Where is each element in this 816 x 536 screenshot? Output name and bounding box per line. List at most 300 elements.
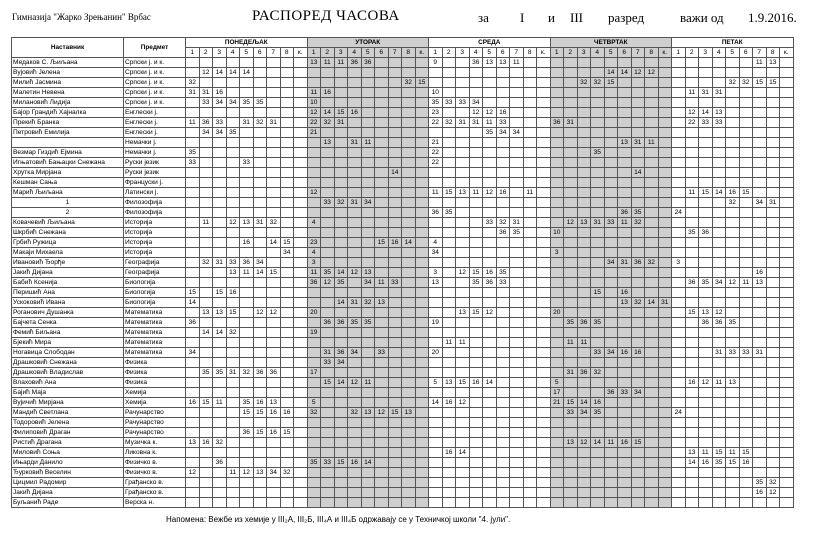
schedule-cell bbox=[334, 478, 348, 488]
schedule-cell bbox=[483, 408, 497, 418]
schedule-cell bbox=[402, 88, 416, 98]
schedule-cell: 15 bbox=[253, 408, 267, 418]
schedule-cell bbox=[631, 188, 645, 198]
schedule-cell bbox=[523, 108, 537, 118]
schedule-cell bbox=[591, 418, 605, 428]
schedule-cell: 34 bbox=[186, 348, 200, 358]
schedule-cell bbox=[537, 228, 551, 238]
schedule-cell bbox=[604, 468, 618, 478]
schedule-cell: 35 bbox=[564, 318, 578, 328]
schedule-cell bbox=[672, 498, 686, 508]
schedule-cell bbox=[672, 268, 686, 278]
schedule-cell bbox=[672, 438, 686, 448]
schedule-cell bbox=[213, 78, 227, 88]
schedule-cell bbox=[604, 88, 618, 98]
schedule-cell bbox=[645, 358, 659, 368]
schedule-cell: 4 bbox=[429, 238, 443, 248]
schedule-cell bbox=[348, 148, 362, 158]
schedule-cell bbox=[321, 338, 335, 348]
schedule-cell bbox=[523, 268, 537, 278]
schedule-cell: 13 bbox=[253, 468, 267, 478]
schedule-cell: 35 bbox=[240, 98, 254, 108]
schedule-cell bbox=[280, 298, 294, 308]
schedule-cell bbox=[483, 68, 497, 78]
schedule-cell bbox=[388, 348, 402, 358]
schedule-cell bbox=[618, 168, 632, 178]
schedule-cell bbox=[550, 438, 564, 448]
schedule-cell bbox=[280, 58, 294, 68]
subject-name: Немачки ј. bbox=[124, 138, 186, 148]
schedule-cell bbox=[388, 258, 402, 268]
schedule-cell bbox=[483, 178, 497, 188]
schedule-cell: 12 bbox=[240, 468, 254, 478]
schedule-cell bbox=[523, 138, 537, 148]
schedule-cell: 36 bbox=[240, 428, 254, 438]
schedule-cell bbox=[402, 318, 416, 328]
schedule-cell bbox=[712, 78, 726, 88]
schedule-cell bbox=[307, 388, 321, 398]
schedule-cell bbox=[321, 438, 335, 448]
schedule-cell: 32 bbox=[240, 368, 254, 378]
subject-name: Физика bbox=[124, 368, 186, 378]
schedule-cell bbox=[388, 458, 402, 468]
schedule-cell bbox=[510, 188, 524, 198]
schedule-cell bbox=[429, 458, 443, 468]
teacher-name: Хрутка Мирјана bbox=[12, 168, 124, 178]
schedule-cell bbox=[253, 338, 267, 348]
schedule-cell bbox=[726, 208, 740, 218]
schedule-cell bbox=[321, 228, 335, 238]
schedule-cell bbox=[361, 258, 375, 268]
schedule-cell bbox=[712, 258, 726, 268]
schedule-cell bbox=[415, 218, 429, 228]
schedule-cell bbox=[672, 288, 686, 298]
schedule-cell bbox=[415, 98, 429, 108]
schedule-cell: 36 bbox=[618, 208, 632, 218]
schedule-cell bbox=[361, 368, 375, 378]
schedule-cell bbox=[739, 318, 753, 328]
schedule-cell bbox=[672, 158, 686, 168]
schedule-cell bbox=[699, 128, 713, 138]
schedule-cell: 32 bbox=[631, 298, 645, 308]
schedule-cell bbox=[226, 298, 240, 308]
teacher-name: Вујичић Мирјана bbox=[12, 398, 124, 408]
schedule-cell bbox=[591, 428, 605, 438]
schedule-cell bbox=[402, 108, 416, 118]
schedule-cell bbox=[672, 448, 686, 458]
teacher-name: Макаји Михаела bbox=[12, 248, 124, 258]
schedule-cell bbox=[456, 368, 470, 378]
schedule-cell bbox=[658, 128, 672, 138]
schedule-cell bbox=[523, 398, 537, 408]
schedule-cell bbox=[699, 68, 713, 78]
schedule-cell bbox=[591, 128, 605, 138]
schedule-cell bbox=[213, 448, 227, 458]
schedule-cell: 36 bbox=[334, 348, 348, 358]
schedule-cell bbox=[429, 418, 443, 428]
schedule-cell bbox=[753, 158, 767, 168]
schedule-cell bbox=[267, 138, 281, 148]
period-header: 5 bbox=[726, 48, 740, 58]
schedule-cell bbox=[388, 138, 402, 148]
schedule-cell bbox=[550, 298, 564, 308]
schedule-cell bbox=[564, 448, 578, 458]
schedule-cell bbox=[726, 308, 740, 318]
schedule-cell bbox=[307, 418, 321, 428]
schedule-cell bbox=[712, 498, 726, 508]
table-row bbox=[12, 278, 794, 288]
schedule-cell: 11 bbox=[753, 58, 767, 68]
schedule-cell bbox=[307, 78, 321, 88]
schedule-cell: 31 bbox=[348, 198, 362, 208]
schedule-cell bbox=[213, 408, 227, 418]
table-row bbox=[12, 138, 794, 148]
schedule-cell bbox=[294, 408, 308, 418]
schedule-cell bbox=[375, 208, 389, 218]
schedule-cell: 36 bbox=[685, 278, 699, 288]
schedule-cell bbox=[415, 458, 429, 468]
schedule-cell bbox=[442, 268, 456, 278]
schedule-cell bbox=[753, 98, 767, 108]
schedule-cell bbox=[591, 258, 605, 268]
schedule-cell bbox=[685, 488, 699, 498]
schedule-cell bbox=[402, 328, 416, 338]
schedule-cell bbox=[456, 108, 470, 118]
schedule-cell bbox=[213, 248, 227, 258]
schedule-cell: 11 bbox=[334, 58, 348, 68]
schedule-cell bbox=[280, 158, 294, 168]
schedule-cell bbox=[496, 78, 510, 88]
schedule-cell: 33 bbox=[321, 198, 335, 208]
schedule-cell bbox=[645, 78, 659, 88]
schedule-cell bbox=[294, 118, 308, 128]
schedule-cell bbox=[537, 478, 551, 488]
schedule-cell: 14 bbox=[334, 298, 348, 308]
period-header: 6 bbox=[496, 48, 510, 58]
schedule-cell bbox=[429, 438, 443, 448]
teacher-name: Бјекић Мира bbox=[12, 338, 124, 348]
schedule-cell bbox=[186, 168, 200, 178]
schedule-cell bbox=[294, 258, 308, 268]
schedule-cell: 34 bbox=[348, 348, 362, 358]
schedule-cell: 15 bbox=[280, 238, 294, 248]
subject-name: Физичко в. bbox=[124, 468, 186, 478]
schedule-cell bbox=[213, 348, 227, 358]
schedule-cell bbox=[321, 218, 335, 228]
teacher-name: Тодоровић Јелена bbox=[12, 418, 124, 428]
schedule-cell bbox=[631, 158, 645, 168]
schedule-cell bbox=[658, 368, 672, 378]
schedule-cell bbox=[685, 368, 699, 378]
schedule-cell bbox=[415, 168, 429, 178]
schedule-cell bbox=[618, 78, 632, 88]
schedule-cell: 13 bbox=[402, 408, 416, 418]
schedule-cell bbox=[240, 58, 254, 68]
schedule-cell bbox=[280, 198, 294, 208]
schedule-cell bbox=[483, 398, 497, 408]
schedule-cell bbox=[402, 258, 416, 268]
schedule-cell bbox=[766, 178, 780, 188]
schedule-cell bbox=[537, 118, 551, 128]
schedule-cell bbox=[739, 408, 753, 418]
schedule-cell bbox=[510, 268, 524, 278]
schedule-cell bbox=[280, 68, 294, 78]
schedule-cell bbox=[645, 268, 659, 278]
schedule-cell bbox=[388, 208, 402, 218]
schedule-cell: 35 bbox=[429, 98, 443, 108]
schedule-cell bbox=[739, 88, 753, 98]
schedule-cell bbox=[739, 398, 753, 408]
schedule-cell: 15 bbox=[739, 448, 753, 458]
schedule-cell bbox=[604, 358, 618, 368]
schedule-cell: 11 bbox=[685, 188, 699, 198]
schedule-cell bbox=[631, 358, 645, 368]
schedule-cell bbox=[699, 148, 713, 158]
schedule-cell bbox=[442, 408, 456, 418]
schedule-cell: 11 bbox=[712, 378, 726, 388]
schedule-cell bbox=[375, 118, 389, 128]
schedule-cell: 12 bbox=[456, 268, 470, 278]
table-row bbox=[12, 168, 794, 178]
schedule-cell bbox=[753, 368, 767, 378]
schedule-cell: 36 bbox=[483, 278, 497, 288]
schedule-cell bbox=[753, 408, 767, 418]
schedule-cell: 33 bbox=[240, 158, 254, 168]
schedule-cell bbox=[564, 278, 578, 288]
schedule-cell bbox=[672, 238, 686, 248]
schedule-cell bbox=[213, 188, 227, 198]
schedule-cell bbox=[591, 378, 605, 388]
schedule-cell bbox=[523, 198, 537, 208]
schedule-cell bbox=[483, 348, 497, 358]
schedule-cell bbox=[537, 498, 551, 508]
schedule-cell bbox=[402, 278, 416, 288]
table-row bbox=[12, 408, 794, 418]
schedule-cell bbox=[496, 408, 510, 418]
schedule-cell: 14 bbox=[712, 188, 726, 198]
schedule-cell bbox=[186, 328, 200, 338]
schedule-cell bbox=[726, 218, 740, 228]
schedule-cell bbox=[766, 208, 780, 218]
schedule-cell bbox=[199, 498, 213, 508]
schedule-cell bbox=[469, 208, 483, 218]
period-header: 8 bbox=[766, 48, 780, 58]
schedule-cell bbox=[510, 448, 524, 458]
schedule-cell bbox=[388, 378, 402, 388]
schedule-cell bbox=[402, 148, 416, 158]
schedule-cell bbox=[766, 298, 780, 308]
table-row bbox=[12, 328, 794, 338]
schedule-cell bbox=[618, 378, 632, 388]
schedule-cell: 35 bbox=[442, 208, 456, 218]
schedule-cell bbox=[186, 178, 200, 188]
schedule-cell bbox=[442, 128, 456, 138]
schedule-cell: 36 bbox=[267, 368, 281, 378]
schedule-cell bbox=[496, 248, 510, 258]
schedule-cell bbox=[564, 348, 578, 358]
schedule-cell: 31 bbox=[253, 218, 267, 228]
schedule-cell bbox=[685, 158, 699, 168]
schedule-cell bbox=[766, 118, 780, 128]
schedule-cell bbox=[415, 108, 429, 118]
schedule-cell: 36 bbox=[307, 278, 321, 288]
schedule-cell bbox=[672, 278, 686, 288]
schedule-cell: 12 bbox=[253, 308, 267, 318]
schedule-cell: 12 bbox=[726, 278, 740, 288]
schedule-cell bbox=[523, 448, 537, 458]
schedule-cell: 32 bbox=[645, 258, 659, 268]
schedule-cell bbox=[618, 238, 632, 248]
schedule-cell bbox=[496, 368, 510, 378]
schedule-cell: 35 bbox=[591, 148, 605, 158]
schedule-cell bbox=[510, 428, 524, 438]
schedule-cell: 11 bbox=[321, 58, 335, 68]
schedule-cell: 34 bbox=[280, 248, 294, 258]
schedule-cell bbox=[645, 198, 659, 208]
schedule-cell bbox=[186, 478, 200, 488]
schedule-cell: 15 bbox=[712, 448, 726, 458]
schedule-cell bbox=[388, 468, 402, 478]
schedule-cell bbox=[294, 348, 308, 358]
schedule-cell bbox=[672, 168, 686, 178]
schedule-cell bbox=[375, 288, 389, 298]
schedule-cell: 16 bbox=[199, 438, 213, 448]
schedule-cell bbox=[537, 488, 551, 498]
schedule-cell bbox=[294, 88, 308, 98]
schedule-cell bbox=[199, 458, 213, 468]
schedule-cell bbox=[699, 478, 713, 488]
schedule-cell bbox=[334, 488, 348, 498]
schedule-cell bbox=[550, 458, 564, 468]
schedule-cell bbox=[442, 428, 456, 438]
schedule-cell: 10 bbox=[550, 228, 564, 238]
schedule-cell: 13 bbox=[766, 58, 780, 68]
schedule-cell bbox=[537, 148, 551, 158]
schedule-cell bbox=[591, 178, 605, 188]
schedule-cell bbox=[442, 348, 456, 358]
schedule-cell bbox=[199, 318, 213, 328]
schedule-cell bbox=[577, 118, 591, 128]
table-row bbox=[12, 268, 794, 278]
period-header: к. bbox=[415, 48, 429, 58]
schedule-cell bbox=[469, 338, 483, 348]
schedule-cell bbox=[280, 448, 294, 458]
schedule-cell bbox=[658, 438, 672, 448]
schedule-cell bbox=[429, 408, 443, 418]
schedule-cell bbox=[469, 368, 483, 378]
schedule-cell bbox=[780, 78, 794, 88]
schedule-cell bbox=[483, 258, 497, 268]
schedule-cell bbox=[280, 338, 294, 348]
schedule-cell bbox=[307, 338, 321, 348]
schedule-cell bbox=[280, 358, 294, 368]
schedule-cell bbox=[739, 258, 753, 268]
schedule-cell bbox=[415, 338, 429, 348]
schedule-cell bbox=[429, 168, 443, 178]
schedule-cell bbox=[550, 98, 564, 108]
subject-name: Српски ј. и к. bbox=[124, 78, 186, 88]
schedule-cell: 36 bbox=[604, 388, 618, 398]
schedule-cell: 32 bbox=[726, 78, 740, 88]
schedule-cell bbox=[780, 468, 794, 478]
teacher-name: Грбић Ружица bbox=[12, 238, 124, 248]
schedule-cell bbox=[348, 128, 362, 138]
schedule-cell bbox=[280, 178, 294, 188]
schedule-cell: 32 bbox=[591, 368, 605, 378]
schedule-cell: 35 bbox=[591, 408, 605, 418]
schedule-cell bbox=[510, 318, 524, 328]
table-row bbox=[12, 198, 794, 208]
schedule-cell bbox=[402, 138, 416, 148]
schedule-cell bbox=[699, 78, 713, 88]
column-header-subject: Предмет bbox=[124, 38, 186, 58]
schedule-cell bbox=[240, 448, 254, 458]
schedule-cell bbox=[591, 458, 605, 468]
schedule-cell bbox=[334, 248, 348, 258]
schedule-cell bbox=[186, 128, 200, 138]
schedule-cell bbox=[780, 98, 794, 108]
schedule-cell bbox=[469, 428, 483, 438]
schedule-cell bbox=[645, 88, 659, 98]
schedule-cell bbox=[753, 458, 767, 468]
teacher-name: Милановић Лидија bbox=[12, 98, 124, 108]
schedule-cell: 12 bbox=[267, 308, 281, 318]
schedule-cell bbox=[483, 78, 497, 88]
schedule-cell bbox=[213, 478, 227, 488]
schedule-cell bbox=[672, 368, 686, 378]
schedule-cell bbox=[321, 388, 335, 398]
schedule-cell bbox=[240, 108, 254, 118]
schedule-cell: 32 bbox=[280, 468, 294, 478]
schedule-cell: 33 bbox=[321, 458, 335, 468]
schedule-cell bbox=[766, 428, 780, 438]
schedule-cell bbox=[766, 238, 780, 248]
schedule-cell bbox=[442, 438, 456, 448]
schedule-cell bbox=[267, 478, 281, 488]
schedule-cell bbox=[334, 208, 348, 218]
schedule-cell bbox=[780, 228, 794, 238]
schedule-cell bbox=[469, 138, 483, 148]
schedule-cell bbox=[348, 478, 362, 488]
schedule-cell bbox=[631, 148, 645, 158]
schedule-cell bbox=[645, 228, 659, 238]
schedule-cell bbox=[186, 278, 200, 288]
schedule-cell bbox=[469, 298, 483, 308]
schedule-cell bbox=[577, 308, 591, 318]
schedule-cell bbox=[523, 78, 537, 88]
schedule-cell bbox=[564, 228, 578, 238]
schedule-cell bbox=[226, 478, 240, 488]
schedule-cell bbox=[685, 58, 699, 68]
schedule-cell bbox=[631, 378, 645, 388]
table-row bbox=[12, 188, 794, 198]
teacher-name: Милић Јасмина bbox=[12, 78, 124, 88]
schedule-cell bbox=[685, 258, 699, 268]
schedule-cell bbox=[658, 448, 672, 458]
subject-name: Математика bbox=[124, 308, 186, 318]
schedule-cell bbox=[658, 198, 672, 208]
schedule-cell bbox=[186, 408, 200, 418]
schedule-cell bbox=[577, 198, 591, 208]
schedule-cell bbox=[186, 458, 200, 468]
subject-name: Физика bbox=[124, 378, 186, 388]
schedule-cell bbox=[186, 238, 200, 248]
schedule-cell bbox=[550, 478, 564, 488]
schedule-cell: 34 bbox=[361, 278, 375, 288]
schedule-cell bbox=[537, 468, 551, 478]
schedule-cell bbox=[577, 188, 591, 198]
schedule-cell bbox=[550, 138, 564, 148]
